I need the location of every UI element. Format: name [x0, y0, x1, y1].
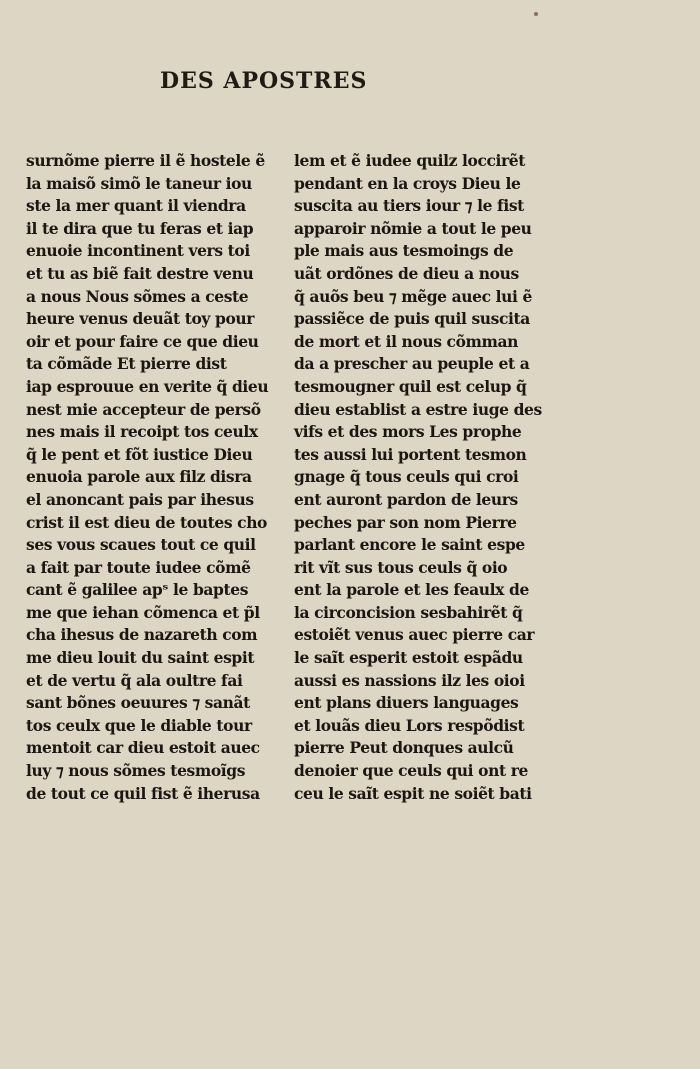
text-line: suscita au tiers iour ⁊ le fist: [294, 196, 524, 216]
text-line: tes aussi lui portent tesmon: [294, 444, 527, 464]
text-line: me que iehan cõmenca et p̃l: [26, 602, 260, 622]
text-line: cant ẽ galilee apˢ le baptes: [26, 580, 249, 600]
text-line: et de vertu q̃ ala oultre fai: [26, 670, 243, 690]
text-line: il te dira que tu feras et iap: [26, 218, 254, 238]
text-line: aussi es nassions ilz les oioi: [294, 670, 525, 690]
text-line: pendant en la croys Dieu le: [294, 173, 521, 193]
text-line: cha ihesus de nazareth com: [26, 625, 258, 645]
text-line: a fait par toute iudee cõmẽ: [26, 557, 251, 577]
text-line: heure venus deuãt toy pour: [26, 309, 255, 329]
text-line: el anoncant pais par ihesus: [26, 489, 254, 509]
text-line: oir et pour faire ce que dieu: [26, 331, 259, 351]
text-line: pierre Peut donques aulcũ: [294, 738, 514, 758]
text-line: le saĩt esperit estoit espãdu: [294, 648, 523, 668]
text-line: enuoia parole aux filz disra: [26, 467, 252, 487]
text-line: tos ceulx que le diable tour: [26, 715, 252, 735]
text-line: da a prescher au peuple et a: [294, 354, 530, 374]
text-line: ple mais aus tesmoings de: [294, 241, 514, 261]
text-line: lem et ẽ iudee quilz loccirẽt: [294, 151, 525, 170]
text-line: luy ⁊ nous sõmes tesmoĩgs: [26, 761, 246, 781]
text-line: la circoncision sesbahirẽt q̃: [294, 602, 523, 622]
text-line: et tu as biẽ fait destre venu: [26, 263, 254, 283]
text-line: ste la mer quant il viendra: [26, 196, 246, 216]
text-line: mentoit car dieu estoit auec: [26, 738, 260, 758]
text-line: dieu establist a estre iuge des: [294, 399, 542, 419]
text-line: a nous Nous sõmes a ceste: [26, 286, 249, 306]
text-line: la maisõ simõ le taneur iou: [26, 173, 252, 193]
left-column: [26, 150, 269, 805]
text-line: denoier que ceuls qui ont re: [294, 761, 528, 781]
text-line: enuoie incontinent vers toi: [26, 241, 250, 261]
text-line: ta cõmãde Et pierre dist: [26, 354, 227, 374]
text-line: estoiẽt venus auec pierre car: [294, 625, 535, 645]
running-header: DES APOSTRES: [160, 68, 368, 94]
text-line: ent auront pardon de leurs: [294, 489, 518, 509]
text-line: uãt ordõnes de dieu a nous: [294, 263, 519, 283]
text-line: tesmougner quil est celup q̃: [294, 376, 527, 396]
ink-speck: [534, 12, 538, 16]
text-line: de mort et il nous cõmman: [294, 331, 519, 351]
text-line: ent plans diuers languages: [294, 693, 519, 713]
text-line: ent la parole et les feaulx de: [294, 580, 529, 600]
text-line: apparoir nõmie a tout le peu: [294, 218, 532, 238]
text-line: nest mie accepteur de persõ: [26, 399, 261, 419]
text-line: rit vĩt sus tous ceuls q̃ oio: [294, 557, 508, 577]
text-line: surnõme pierre il ẽ hostele ẽ: [26, 151, 265, 170]
text-line: sant bõnes oeuures ⁊ sanãt: [26, 693, 250, 713]
text-line: ses vous scaues tout ce quil: [26, 535, 256, 555]
text-line: crist il est dieu de toutes cho: [26, 512, 267, 532]
text-line: nes mais il recoipt tos ceulx: [26, 422, 258, 442]
text-line: iap esprouue en verite q̃ dieu: [26, 376, 269, 396]
text-line: q̃ auõs beu ⁊ mẽge auec lui ẽ: [294, 286, 532, 306]
text-line: peches par son nom Pierre: [294, 512, 517, 532]
text-line: q̃ le pent et fõt iustice Dieu: [26, 444, 253, 464]
text-line: vifs et des mors Les prophe: [294, 422, 522, 442]
text-line: me dieu louit du saint espit: [26, 648, 255, 668]
text-line: ceu le saĩt espit ne soiẽt bati: [294, 783, 532, 803]
text-line: passiẽce de puis quil suscita: [294, 309, 530, 329]
text-line: gnage q̃ tous ceuls qui croi: [294, 467, 519, 487]
right-column: [294, 150, 542, 805]
text-line: parlant encore le saint espe: [294, 535, 525, 555]
text-line: et louãs dieu Lors respõdist: [294, 715, 525, 735]
text-line: de tout ce quil fist ẽ iherusa: [26, 783, 260, 803]
